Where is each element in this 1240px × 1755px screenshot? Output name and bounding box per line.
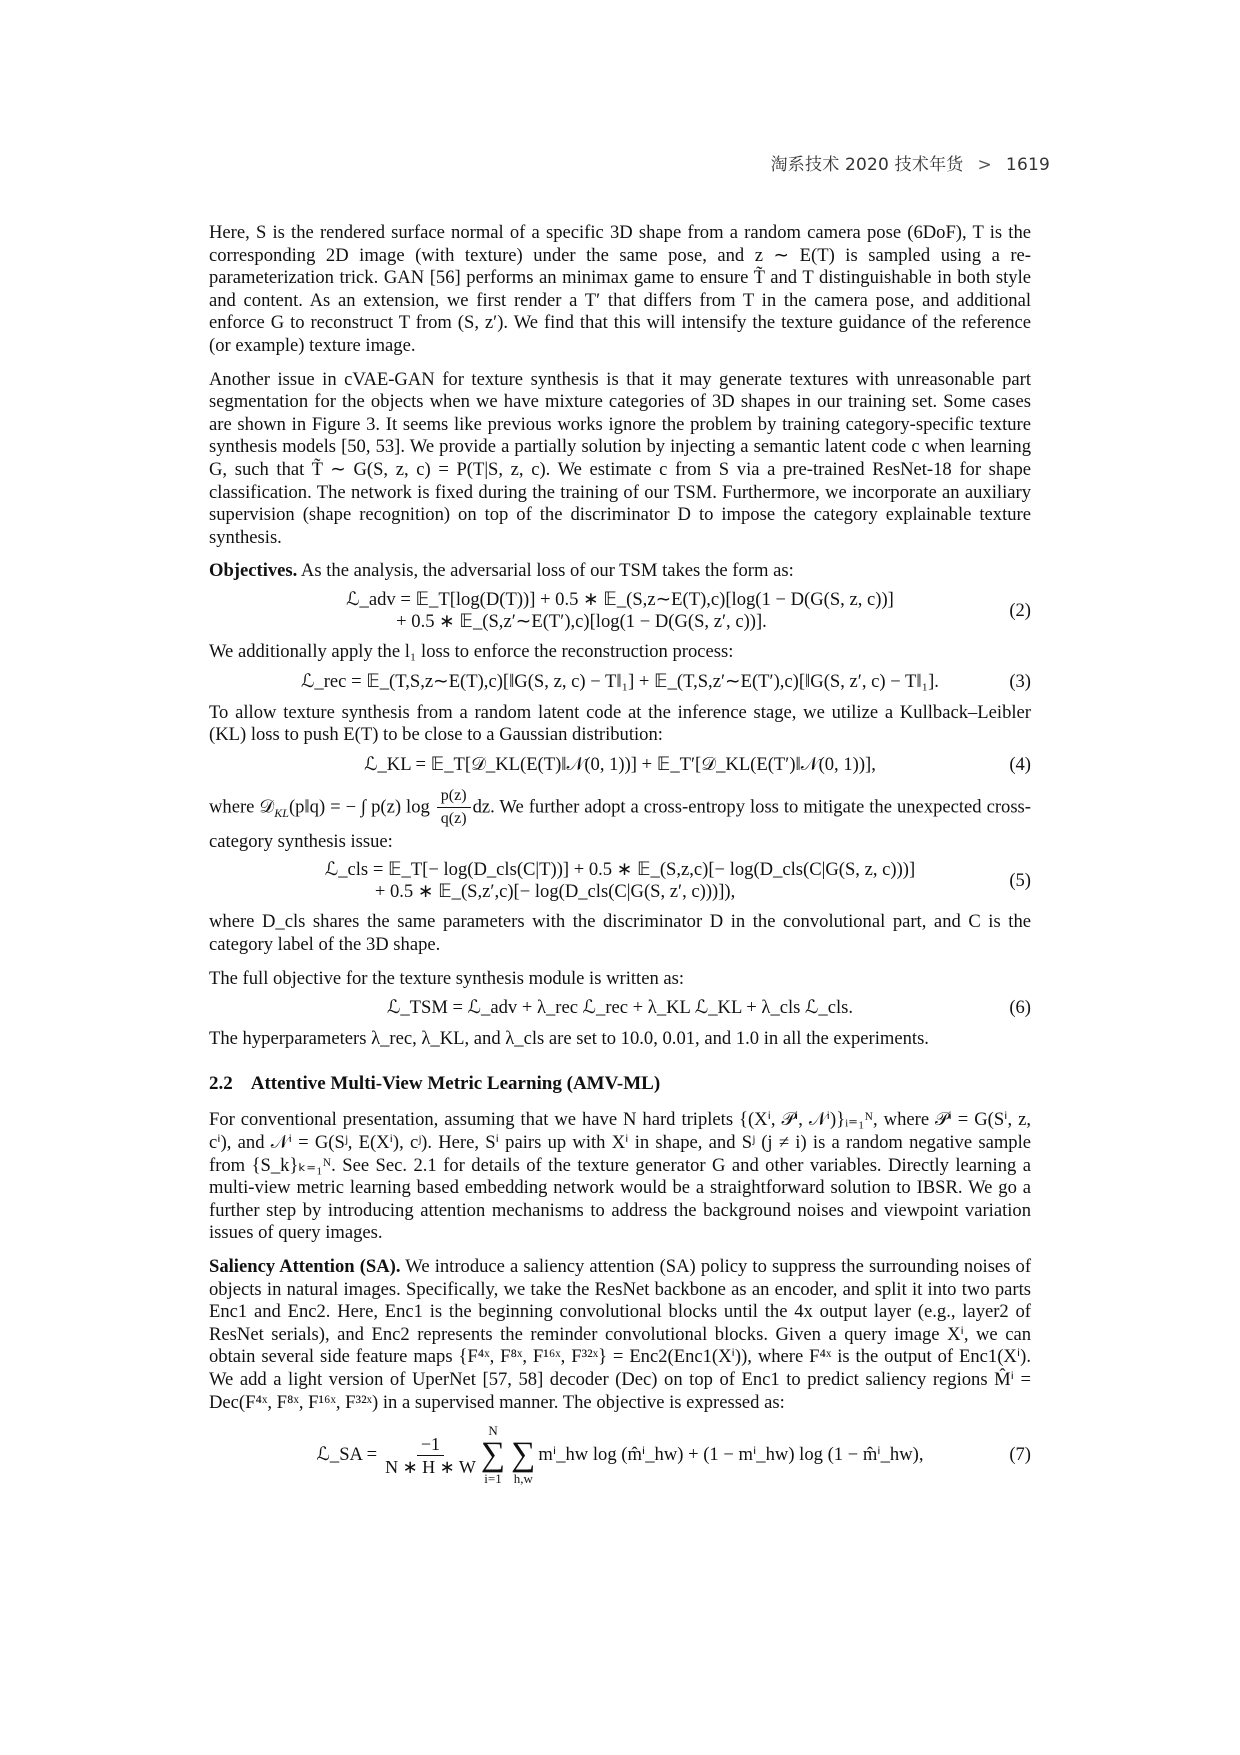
equation-5-line-1: ℒ_cls = 𝔼_T[− log(D_cls(C|T))] + 0.5 ∗ 𝔼_(S,z,c)[− log(D_cls(C|G(S, z, c)))] (324, 859, 916, 881)
section-number: 2.2 (209, 1072, 233, 1094)
paragraph-reconstruction: We additionally apply the l₁ loss to enforce the reconstruction process: (209, 640, 734, 662)
equation-7-fraction (385, 1433, 476, 1478)
equation-5-number: (5) (1009, 870, 1031, 892)
equation-7-number: (7) (1009, 1444, 1031, 1466)
saliency-text: We introduce a saliency attention (SA) policy to suppress the surrounding noises of objects in natural images. Specifically, we take the ResNet backbone as an encoder, and split it into two parts Enc1 and Enc2. Here, Enc1 is the beginning convolutional blocks until the 4x output layer (e.g., layer2 of ResNet serials), and Enc2 represents the reminder convolutional blocks. Given a query image Xⁱ, we can obtain several side feature maps {F⁴ˣ, F⁸ˣ, F¹⁶ˣ, F³²ˣ} = Enc2(Enc1(Xⁱ)), where F⁴ˣ is the output of Enc1(Xⁱ). We add a light version of UperNet [57, 58] decoder (Dec) on top of Enc1 to predict saliency regions M̂ⁱ = Dec(F⁴ˣ, F⁸ˣ, F¹⁶ˣ, F³²ˣ) in a supervised manner. The objective is expressed as: (209, 1256, 1032, 1413)
kl-def-subscript: KL (274, 805, 289, 820)
objectives-label: Objectives. (209, 560, 298, 582)
header-title: 淘系技术 2020 技术年货 (770, 155, 964, 175)
paper-body (209, 222, 1031, 1496)
saliency-label: Saliency Attention (SA). (209, 1256, 401, 1277)
paragraph-saliency (209, 1256, 1031, 1414)
paragraph-full-objective: The full objective for the texture synthesis module is written as: (209, 967, 685, 989)
equation-3-number: (3) (1009, 670, 1031, 692)
equation-7-frac-den: N ∗ H ∗ W (385, 1456, 476, 1477)
equation-2-number: (2) (1009, 599, 1031, 621)
equation-7-rhs: mⁱ_hw log (m̂ⁱ_hw) + (1 − mⁱ_hw) log (1 − m̂ⁱ_hw), (538, 1444, 924, 1466)
equation-7-sum-i (481, 1424, 505, 1486)
paragraph-hyperparameters: The hyperparameters λ_rec, λ_KL, and λ_cls are set to 10.0, 0.01, and 1.0 in all the experiments. (209, 1028, 929, 1050)
kl-def-part-c: dz. We further adopt a cross-entropy loss to mitigate the unexpected cross-category synthesis issue: (209, 796, 1031, 852)
paragraph-objectives (209, 560, 1031, 583)
paragraph-triplets: For conventional presentation, assuming that we have N hard triplets {(Xⁱ, 𝒫ⁱ, 𝒩ⁱ)}ᵢ₌₁ᴺ, where 𝒫ⁱ = G(Sⁱ, z, cⁱ), and 𝒩ⁱ = G(Sʲ, E(Xⁱ), cʲ). Here, Sⁱ pairs up with Xⁱ in shape, and Sʲ (j ≠ i) is a random negative sample from {S_k}ₖ₌₁ᴺ. See Sec. 2.1 for details of the texture generator G and other variables. Directly learning a multi-view metric learning based embedding network would be a straightforward solution to IBSR. We go a further step by introducing attention mechanisms to address the background noises and viewpoint variation issues of query images. (209, 1109, 1031, 1244)
paragraph-1: Here, S is the rendered surface normal of a specific 3D shape from a random camera pose (6DoF), T is the corresponding 2D image (with texture) under the same pose, and z ∼ E(T) is sampled using a re-parameterization trick. GAN [56] performs an minimax game to ensure T̃ and T distinguishable in both style and content. As an extension, we first render a T′ that differs from T in the camera pose, and additional enforce G to reconstruct T from (S, z′). We find that this will intensify the texture guidance of the reference (or example) texture image. (209, 222, 1031, 356)
paragraph-kl-definition (209, 785, 1031, 854)
kl-def-fraction (437, 785, 471, 831)
equation-2-line-1: ℒ_adv = 𝔼_T[log(D(T))] + 0.5 ∗ 𝔼_(S,z∼E(T),c)[log(1 − D(G(S, z, c))] (346, 588, 894, 610)
kl-def-frac-den: q(z) (440, 810, 467, 828)
equation-7-frac-num: −1 (417, 1433, 444, 1456)
paragraph-dcls: where D_cls shares the same parameters with the discriminator D in the convolutional part, and C is the category label of the 3D shape. (209, 911, 1031, 956)
kl-def-part-a: where 𝒟 (209, 796, 275, 818)
equation-3-body: ℒ_rec = 𝔼_(T,S,z∼E(T),c)[‖G(S, z, c) − T‖₁] + 𝔼_(T,S,z′∼E(T′),c)[‖G(S, z′, c) − T‖₁]. (301, 670, 939, 692)
paragraph-2: Another issue in cVAE-GAN for texture synthesis is that it may generate textures with unreasonable part segmentation for the objects when we have mixture categories of 3D shapes in our training set. Some cases are shown in Figure 3. It seems like previous works ignore the problem by training category-specific texture synthesis models [50, 53]. We provide a partially solution by injecting a semantic latent code c when learning G, such that T̃ ∼ G(S, z, c) = P(T|S, z, c). We estimate c from S via a pre-trained ResNet-18 for shape classification. The network is fixed during the training of our TSM. Furthermore, we incorporate an auxiliary supervision (shape recognition) on top of the discriminator D to impose the category explainable texture synthesis. (209, 368, 1031, 548)
equation-3 (209, 668, 1031, 696)
equation-7-sum-hw-symbol: ∑ (511, 1436, 536, 1474)
equation-4-number: (4) (1009, 753, 1031, 775)
equation-7-sum-i-symbol: ∑ (480, 1436, 506, 1474)
equation-7-sum-i-top: N (488, 1423, 498, 1439)
equation-5-line-2: + 0.5 ∗ 𝔼_(S,z′,c)[− log(D_cls(C|G(S, z′, c)))]), (374, 881, 736, 903)
equation-6-body: ℒ_TSM = ℒ_adv + λ_rec ℒ_rec + λ_KL ℒ_KL + λ_cls ℒ_cls. (386, 997, 854, 1019)
equation-7-sum-i-bottom: i=1 (484, 1471, 502, 1487)
equation-7 (209, 1420, 1031, 1490)
equation-2-line-2: + 0.5 ∗ 𝔼_(S,z′∼E(T′),c)[log(1 − D(G(S, z′, c))]. (396, 610, 767, 632)
equation-6 (209, 994, 1031, 1022)
header-separator: > (977, 155, 992, 175)
kl-def-part-b: (p‖q) = − ∫ p(z) log (288, 796, 430, 818)
section-title: Attentive Multi-View Metric Learning (AMV-ML) (250, 1072, 661, 1094)
section-heading (209, 1073, 1031, 1096)
equation-4-body: ℒ_KL = 𝔼_T[𝒟_KL(E(T)‖𝒩(0, 1))] + 𝔼_T′[𝒟_KL(E(T′)‖𝒩(0, 1))], (364, 753, 876, 775)
equation-2 (209, 587, 1031, 635)
equation-6-number: (6) (1009, 997, 1031, 1019)
paragraph-kl: To allow texture synthesis from a random latent code at the inference stage, we utilize a Kullback–Leibler (KL) loss to push E(T) to be close to a Gaussian distribution: (209, 701, 1031, 746)
kl-def-frac-num: p(z) (437, 785, 471, 809)
running-header (771, 150, 1050, 175)
equation-7-lhs: ℒ_SA = (316, 1444, 378, 1466)
equation-5 (209, 857, 1031, 905)
equation-7-sum-hw-bottom: h,w (513, 1471, 533, 1487)
equation-4 (209, 751, 1031, 779)
objectives-text: As the analysis, the adversarial loss of our TSM takes the form as: (300, 560, 794, 582)
equation-7-sum-hw (511, 1424, 535, 1486)
page-number: 1619 (1005, 155, 1050, 175)
